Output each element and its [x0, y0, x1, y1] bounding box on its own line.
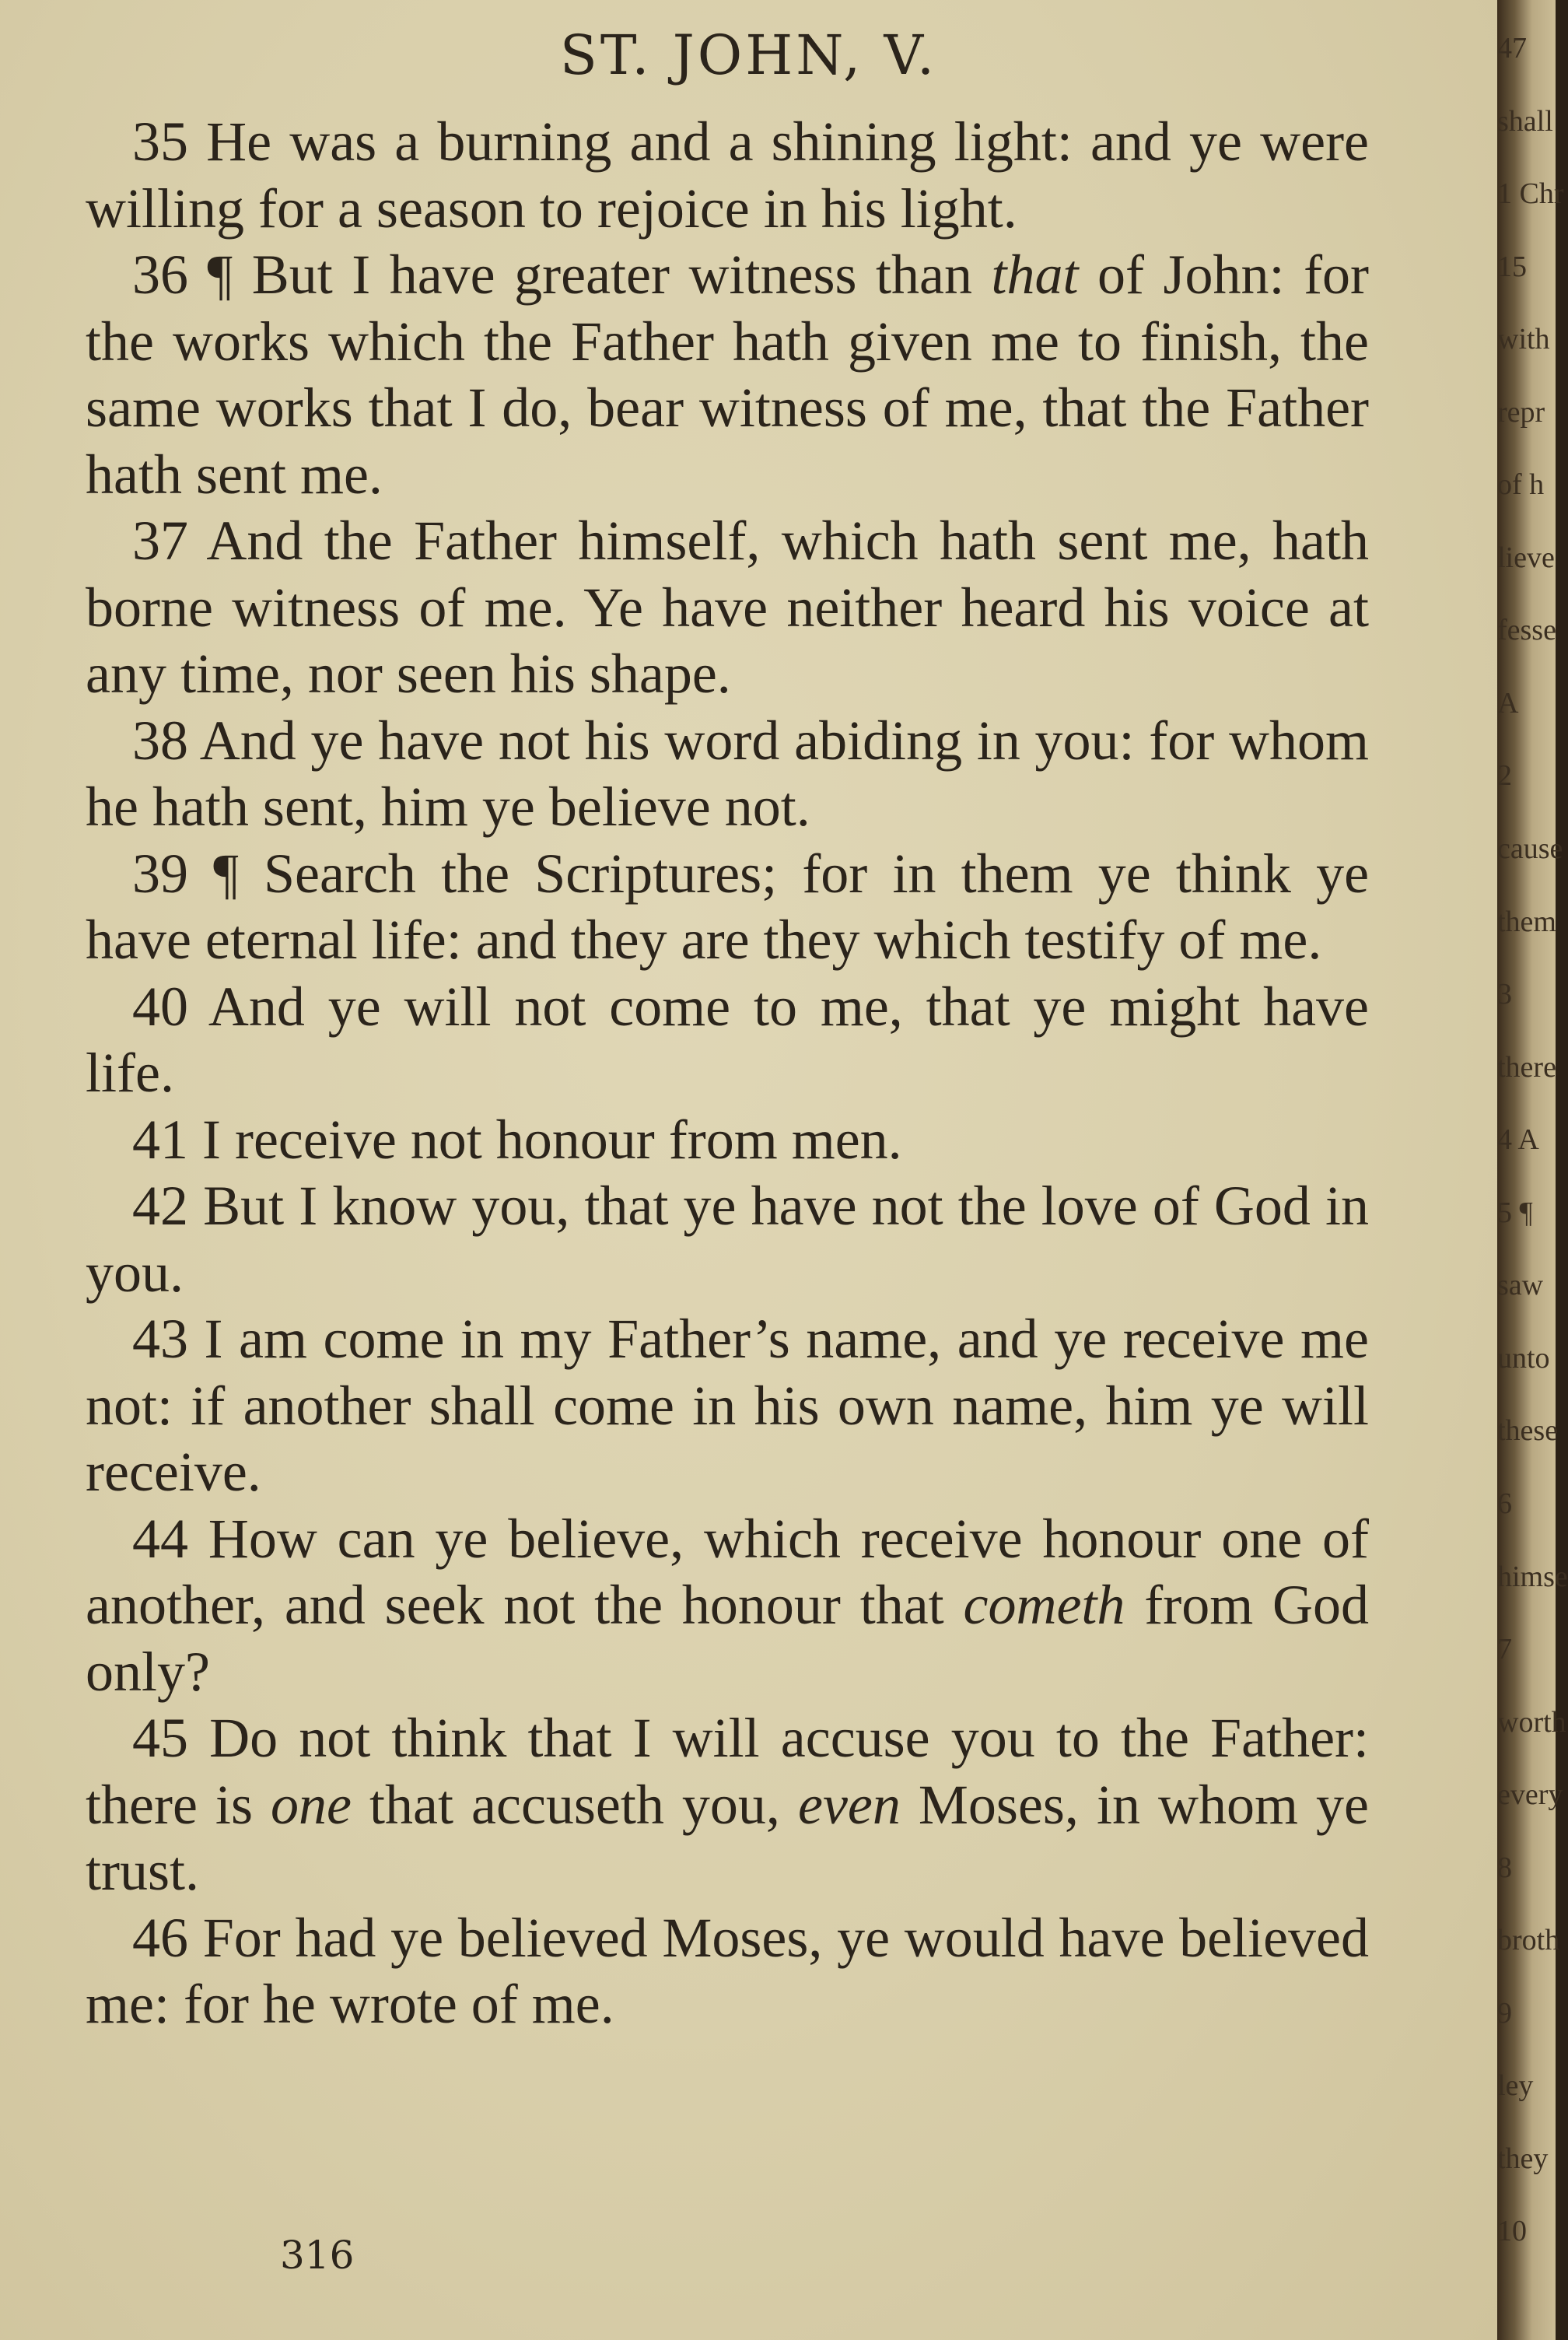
- verse: [86, 708, 1369, 841]
- verse-text: from God only?: [86, 1574, 1369, 1703]
- next-page-fragment: repr: [1497, 395, 1545, 429]
- verse: [86, 1705, 1369, 1905]
- verse: [86, 974, 1369, 1107]
- next-page-fragment: 15: [1497, 250, 1527, 283]
- next-page-fragment: A: [1497, 686, 1519, 720]
- next-page-fragment: 4 A: [1497, 1123, 1539, 1157]
- next-page-fragment: himse: [1497, 1560, 1568, 1593]
- next-page-fragment: worth: [1497, 1705, 1566, 1739]
- next-page-fragment: fesse: [1497, 614, 1556, 647]
- italic-text: cometh: [963, 1574, 1125, 1636]
- verse-number: 44: [132, 1507, 188, 1570]
- next-page-fragment: 7: [1497, 1633, 1512, 1666]
- italic-text: even: [797, 1773, 901, 1836]
- next-page-fragment: lieve: [1497, 541, 1555, 574]
- verse: [86, 1306, 1369, 1506]
- verse-text: that accuseth you,: [351, 1773, 798, 1836]
- next-page-fragment: 3: [1497, 978, 1512, 1011]
- pilcrow-mark: ¶: [213, 842, 239, 905]
- next-page-fragment: 1 Chr: [1497, 177, 1564, 211]
- verse-text: But I know you, that ye have not the love of God in you.: [86, 1175, 1370, 1304]
- verse-text: And ye will not come to me, that ye might have life.: [86, 975, 1369, 1104]
- verse: [86, 1506, 1369, 1706]
- verse-number: 46: [132, 1906, 188, 1969]
- verse-number: 37: [132, 510, 188, 572]
- next-page-fragment: 9: [1497, 1996, 1512, 2030]
- verse-number: 45: [132, 1707, 188, 1769]
- next-page-fragment: saw: [1497, 1269, 1544, 1302]
- next-page-fragment: them: [1497, 905, 1556, 938]
- verse-text: For had ye believed Moses, ye would have believed me: for he wrote of me.: [86, 1906, 1370, 2035]
- verse-text: Do not think that I will accuse you to the Father: there is: [86, 1707, 1370, 1836]
- verse: [86, 1905, 1369, 2038]
- verse: [86, 109, 1369, 242]
- next-page-fragment: cause: [1497, 832, 1563, 866]
- verse-text: And ye have not his word abiding in you: for whom he hath sent, him ye believe not.: [86, 709, 1370, 838]
- verse: [86, 242, 1369, 508]
- verse-text: But I have greater witness than: [251, 243, 992, 306]
- next-page-fragment: broth: [1497, 1924, 1560, 1957]
- verse-number: 43: [132, 1308, 188, 1370]
- verse-number: 42: [132, 1175, 188, 1237]
- verse-number: 35: [132, 110, 188, 173]
- next-page-fragment: there: [1497, 1050, 1556, 1084]
- verse: [86, 508, 1369, 708]
- running-header: ST. JOHN, V.: [559, 23, 938, 87]
- italic-text: that: [991, 243, 1079, 306]
- verse-text: Moses, in whom ye trust.: [86, 1773, 1370, 1902]
- next-page-fragment: 8: [1497, 1851, 1512, 1884]
- next-page-fragment: they: [1497, 2142, 1549, 2175]
- verse-text: Search the Scriptures; for in them ye think ye have eternal life: and they are they which testify of me.: [86, 842, 1370, 971]
- verse-text: How can ye believe, which receive honour one of another, and seek not the honour that: [86, 1507, 1369, 1636]
- next-page-fragment: 5 ¶: [1497, 1196, 1533, 1229]
- next-page-edge: [1497, 0, 1568, 2340]
- scripture-text: [86, 109, 1369, 2038]
- next-page-fragment: of h: [1497, 468, 1545, 502]
- verse-text: I receive not honour from men.: [202, 1108, 902, 1171]
- next-page-fragment: these: [1497, 1414, 1559, 1448]
- verse-number: 39: [132, 842, 188, 905]
- verse-number: 40: [132, 975, 188, 1038]
- next-page-fragment: 10: [1497, 2215, 1527, 2248]
- verse: [86, 1107, 1369, 1174]
- next-page-fragment: shall: [1497, 104, 1553, 138]
- verse-text: I am come in my Father’s name, and ye receive me not: if another shall come in his own name, him ye will receive.: [86, 1308, 1369, 1503]
- next-page-fragment: 47: [1497, 32, 1527, 65]
- verse-number: 36: [132, 243, 188, 306]
- verse: [86, 841, 1369, 974]
- verse-number: 38: [132, 709, 188, 772]
- verse-text: And the Father himself, which hath sent me, hath borne witness of me. Ye have neither heard his voice at any time, nor seen his shape.: [86, 510, 1370, 705]
- next-page-fragment: unto: [1497, 1341, 1550, 1375]
- italic-text: one: [271, 1773, 352, 1836]
- pilcrow-mark: ¶: [207, 243, 233, 306]
- verse: [86, 1173, 1369, 1306]
- next-page-fragment: 6: [1497, 1487, 1512, 1520]
- verse-text: of John: for the works which the Father hath given me to finish, the same works that I do, bear witness of me, that the Father hath sent me.: [86, 243, 1370, 506]
- verse-number: 41: [132, 1108, 188, 1171]
- next-page-fragment: every: [1497, 1778, 1563, 1812]
- next-page-fragment: 2: [1497, 759, 1512, 793]
- verse-text: He was a burning and a shining light: and ye were willing for a season to rejoice in his light.: [86, 110, 1369, 240]
- next-page-fragment: ley: [1497, 2069, 1534, 2103]
- next-page-fragment: with: [1497, 323, 1550, 356]
- page-number: 316: [280, 2233, 355, 2278]
